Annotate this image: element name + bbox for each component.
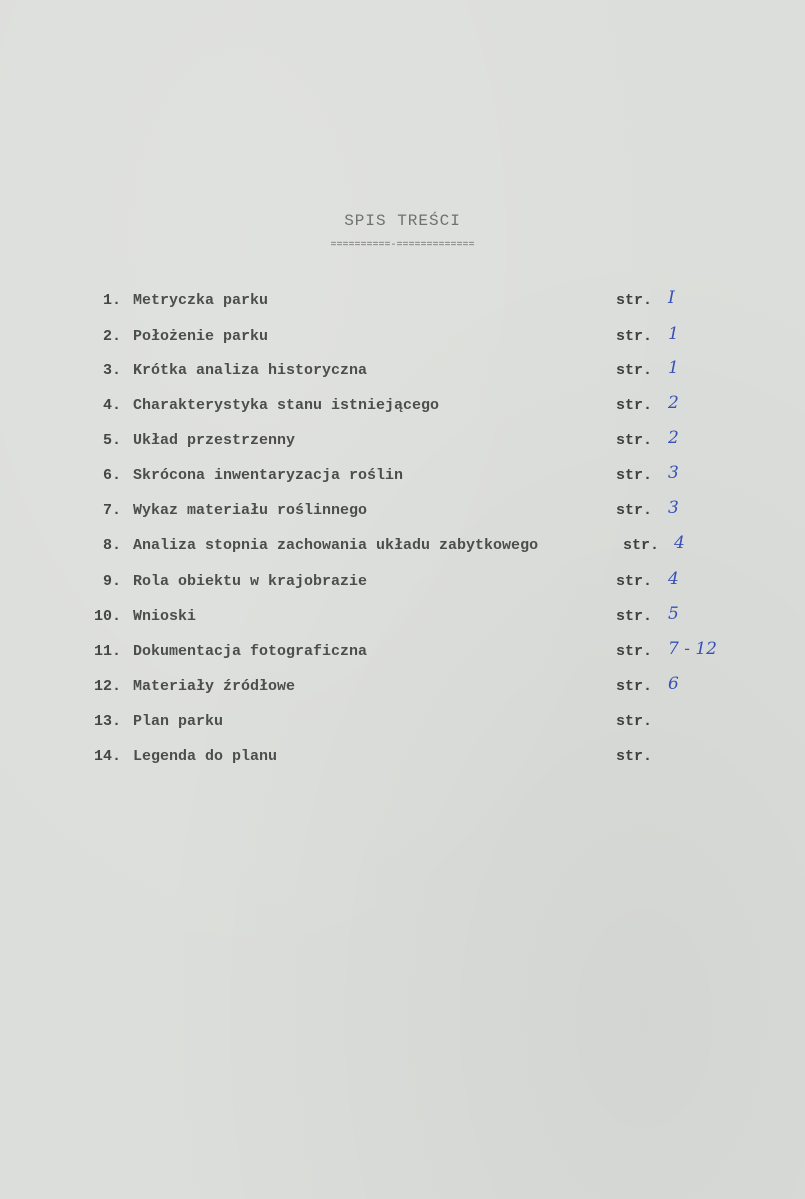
- toc-entry-1: [0, 288, 805, 318]
- toc-entry-str-label: str.: [616, 748, 653, 765]
- toc-entry-11: [0, 639, 805, 669]
- toc-entry-title: Krótka analiza historyczna: [133, 362, 368, 379]
- toc-entry-page-handwritten: 1: [668, 358, 679, 378]
- toc-entry-5: [0, 428, 805, 458]
- toc-entry-8: [0, 533, 805, 563]
- toc-entry-title: Rola obiektu w krajobrazie: [133, 573, 368, 590]
- toc-entry-str-label: str.: [616, 328, 653, 345]
- toc-entry-9: [0, 569, 805, 599]
- toc-entry-title: Materiały źródłowe: [133, 678, 296, 695]
- toc-entry-title: Legenda do planu: [133, 748, 278, 765]
- toc-entry-page-handwritten: 7 - 12: [668, 639, 717, 659]
- toc-entry-str-label: str.: [616, 608, 653, 625]
- toc-entry-title: Układ przestrzenny: [133, 432, 296, 449]
- toc-entry-number: 12.: [93, 678, 121, 695]
- toc-entry-number: 5.: [102, 432, 121, 449]
- toc-entry-title: Wykaz materiału roślinnego: [133, 502, 368, 519]
- toc-entry-6: [0, 463, 805, 493]
- toc-entry-4: [0, 393, 805, 423]
- toc-entry-page-handwritten: 3: [668, 498, 679, 518]
- toc-entry-title: Skrócona inwentaryzacja roślin: [133, 467, 404, 484]
- toc-entry-str-label: str.: [616, 467, 653, 484]
- toc-entry-str-label: str.: [616, 432, 653, 449]
- title-underline: ==========-=============: [330, 240, 475, 251]
- toc-entry-str-label: str.: [616, 713, 653, 730]
- toc-entry-str-label: str.: [616, 502, 653, 519]
- toc-entry-number: 3.: [102, 362, 121, 379]
- toc-entry-title: Położenie parku: [133, 328, 269, 345]
- toc-entry-page-handwritten: 5: [668, 604, 679, 624]
- document-title: SPIS TREŚCI: [344, 212, 461, 230]
- toc-entry-str-label: str.: [623, 537, 660, 554]
- toc-entry-number: 10.: [93, 608, 121, 625]
- toc-entry-title: Plan parku: [133, 713, 224, 730]
- toc-entry-str-label: str.: [616, 397, 653, 414]
- toc-entry-number: 4.: [102, 397, 121, 414]
- toc-entry-number: 8.: [102, 537, 121, 554]
- toc-entry-page-handwritten: 3: [668, 463, 679, 483]
- toc-entry-str-label: str.: [616, 292, 653, 309]
- toc-entry-str-label: str.: [616, 643, 653, 660]
- toc-entry-7: [0, 498, 805, 528]
- toc-entry-page-handwritten: 1: [668, 324, 679, 344]
- toc-entry-title: Dokumentacja fotograficzna: [133, 643, 368, 660]
- toc-entry-10: [0, 604, 805, 634]
- toc-entry-page-handwritten: 2: [668, 393, 679, 413]
- toc-entry-12: [0, 674, 805, 704]
- toc-entry-3: [0, 358, 805, 388]
- toc-entry-title: Wnioski: [133, 608, 197, 625]
- toc-entry-number: 11.: [93, 643, 121, 660]
- toc-entry-number: 9.: [102, 573, 121, 590]
- toc-entry-page-handwritten: 2: [668, 428, 679, 448]
- toc-entry-number: 2.: [102, 328, 121, 345]
- toc-entry-14: [0, 744, 805, 774]
- toc-entry-page-handwritten: I: [668, 288, 675, 308]
- toc-entry-str-label: str.: [616, 678, 653, 695]
- toc-entry-page-handwritten: 4: [668, 569, 679, 589]
- toc-entry-str-label: str.: [616, 573, 653, 590]
- toc-entry-page-handwritten: 6: [668, 674, 679, 694]
- toc-entry-title: Analiza stopnia zachowania układu zabytkowego: [133, 537, 539, 554]
- toc-entry-2: [0, 324, 805, 354]
- toc-entry-title: Metryczka parku: [133, 292, 269, 309]
- toc-entry-title: Charakterystyka stanu istniejącego: [133, 397, 440, 414]
- toc-entry-number: 14.: [93, 748, 121, 765]
- toc-entry-number: 1.: [102, 292, 121, 309]
- toc-entry-number: 13.: [93, 713, 121, 730]
- toc-entry-number: 6.: [102, 467, 121, 484]
- toc-entry-page-handwritten: 4: [674, 533, 685, 553]
- toc-entry-number: 7.: [102, 502, 121, 519]
- toc-entry-13: [0, 709, 805, 739]
- toc-entry-str-label: str.: [616, 362, 653, 379]
